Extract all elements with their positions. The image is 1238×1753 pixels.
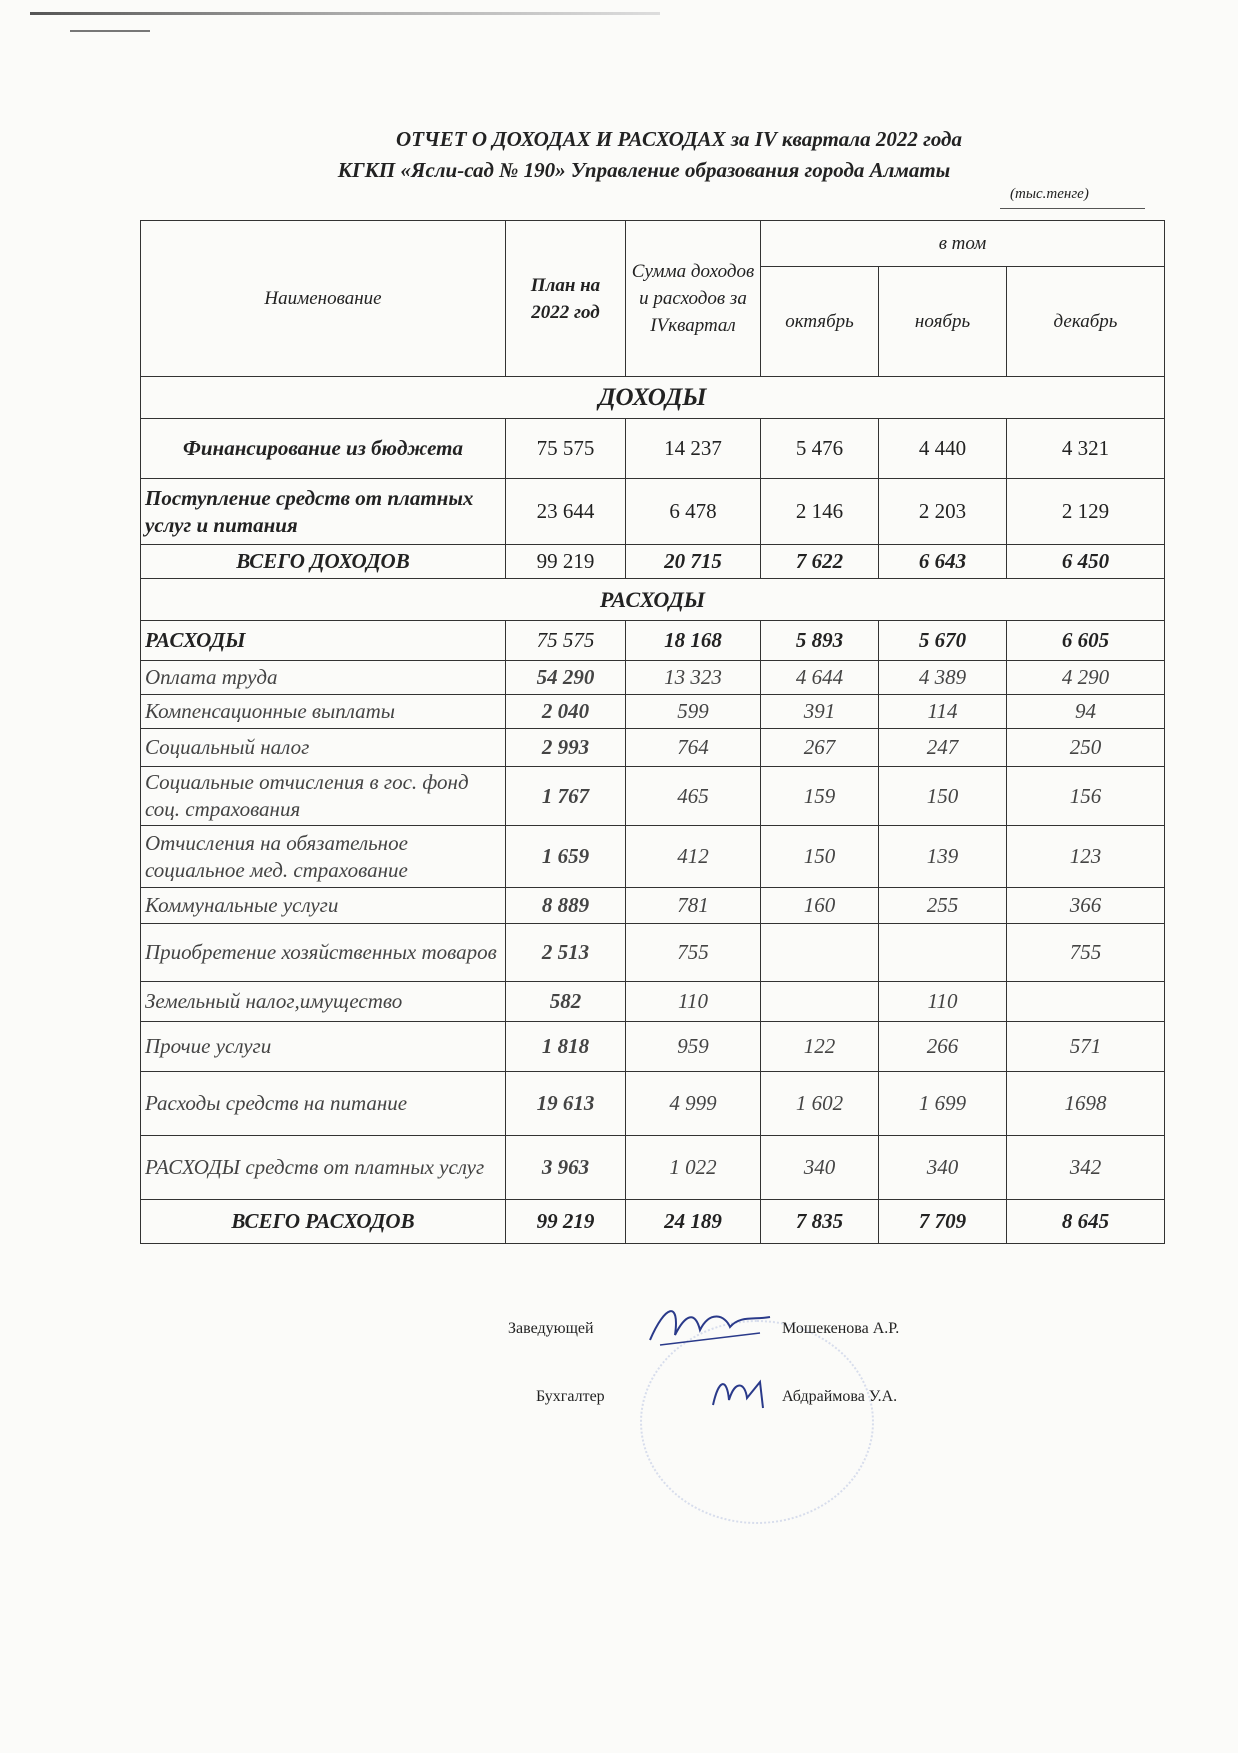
row-name: Оплата труда [141,661,506,695]
cell-dec: 755 [1007,924,1165,982]
row-name: Прочие услуги [141,1022,506,1072]
table-row [141,982,1165,1022]
cell-sum: 412 [626,826,761,888]
cell-oct: 1 602 [761,1072,879,1136]
cell-oct: 5 476 [761,419,879,479]
table-row [141,767,1165,826]
cell-plan: 23 644 [506,479,626,545]
signature-director-name [782,1320,899,1338]
cell-oct: 267 [761,729,879,767]
cell-sum: 110 [626,982,761,1022]
cell-plan: 2 513 [506,924,626,982]
cell-nov [879,924,1007,982]
cell-dec: 1698 [1007,1072,1165,1136]
cell-plan: 2 040 [506,695,626,729]
table-row [141,924,1165,982]
row-name: Социальный налог [141,729,506,767]
units-underline [1000,208,1145,209]
header-incl: в том [761,221,1165,267]
row-name: РАСХОДЫ [141,621,506,661]
cell-plan: 99 219 [506,545,626,579]
table-row [141,661,1165,695]
cell-oct: 159 [761,767,879,826]
cell-dec: 2 129 [1007,479,1165,545]
cell-nov: 247 [879,729,1007,767]
signature-accountant-name [782,1388,897,1406]
cell-oct: 7 835 [761,1200,879,1244]
cell-oct: 122 [761,1022,879,1072]
row-name: Коммунальные услуги [141,888,506,924]
cell-nov: 266 [879,1022,1007,1072]
cell-sum: 755 [626,924,761,982]
cell-plan: 54 290 [506,661,626,695]
table-row [141,695,1165,729]
table-row [141,479,1165,545]
row-name: Приобретение хозяйственных товаров [141,924,506,982]
cell-nov: 114 [879,695,1007,729]
cell-dec: 6 450 [1007,545,1165,579]
cell-plan: 75 575 [506,419,626,479]
report-title [0,124,1238,186]
expense-header-row [141,621,1165,661]
header-plan: План на 2022 год [506,221,626,377]
row-name: ВСЕГО РАСХОДОВ [141,1200,506,1244]
cell-sum: 24 189 [626,1200,761,1244]
signature-role: Бухгалтер [536,1388,605,1405]
cell-dec: 156 [1007,767,1165,826]
cell-nov: 1 699 [879,1072,1007,1136]
table-row [141,1136,1165,1200]
cell-oct: 5 893 [761,621,879,661]
cell-sum: 6 478 [626,479,761,545]
handwritten-signature [640,1295,780,1355]
cell-dec: 123 [1007,826,1165,888]
signature-role: Заведующей [508,1320,594,1337]
income-total-row [141,545,1165,579]
cell-nov: 4 389 [879,661,1007,695]
row-name: Компенсационные выплаты [141,695,506,729]
cell-nov: 6 643 [879,545,1007,579]
table-row [141,419,1165,479]
row-name: Социальные отчисления в гос. фонд соц. страхования [141,767,506,826]
cell-dec: 4 321 [1007,419,1165,479]
cell-dec [1007,982,1165,1022]
cell-dec: 4 290 [1007,661,1165,695]
cell-oct: 7 622 [761,545,879,579]
cell-nov: 110 [879,982,1007,1022]
cell-sum: 764 [626,729,761,767]
cell-plan: 99 219 [506,1200,626,1244]
signature-director [508,1320,594,1338]
title-line-2: КГКП «Ясли-сад № 190» Управление образования города Алматы [337,158,951,182]
row-name: Земельный налог,имущество [141,982,506,1022]
title-line-1: ОТЧЕТ О ДОХОДАХ И РАСХОДАХ за IV квартала 2022 года [396,127,962,151]
table-row [141,1072,1165,1136]
cell-plan: 75 575 [506,621,626,661]
cell-sum: 4 999 [626,1072,761,1136]
section-expense: РАСХОДЫ [141,579,1165,621]
cell-dec: 571 [1007,1022,1165,1072]
scan-artifact [30,12,660,15]
table-row [141,1022,1165,1072]
table-row [141,729,1165,767]
cell-plan: 3 963 [506,1136,626,1200]
cell-plan: 19 613 [506,1072,626,1136]
cell-nov: 5 670 [879,621,1007,661]
cell-dec: 94 [1007,695,1165,729]
cell-plan: 1 659 [506,826,626,888]
row-name: Финансирование из бюджета [141,419,506,479]
cell-sum: 13 323 [626,661,761,695]
cell-nov: 2 203 [879,479,1007,545]
cell-sum: 1 022 [626,1136,761,1200]
signature-person: Абдраймова У.А. [782,1388,898,1405]
units-label: (тыс.тенге) [1010,186,1089,202]
row-name: РАСХОДЫ средств от платных услуг [141,1136,506,1200]
report-table [140,220,1165,1244]
cell-oct: 340 [761,1136,879,1200]
cell-dec: 6 605 [1007,621,1165,661]
scan-artifact [70,30,150,32]
cell-sum: 18 168 [626,621,761,661]
cell-nov: 4 440 [879,419,1007,479]
cell-dec: 342 [1007,1136,1165,1200]
header-oct: октябрь [761,267,879,377]
cell-sum: 20 715 [626,545,761,579]
cell-oct: 160 [761,888,879,924]
header-nov: ноябрь [879,267,1007,377]
row-name: Отчисления на обязательное социальное мед. страхование [141,826,506,888]
cell-plan: 1 767 [506,767,626,826]
header-sum: Сумма доходов и расходов за IVквартал [626,221,761,377]
row-name: Расходы средств на питание [141,1072,506,1136]
header-dec: декабрь [1007,267,1165,377]
section-income: ДОХОДЫ [141,377,1165,419]
cell-plan: 2 993 [506,729,626,767]
cell-dec: 250 [1007,729,1165,767]
cell-oct: 391 [761,695,879,729]
cell-plan: 1 818 [506,1022,626,1072]
cell-plan: 582 [506,982,626,1022]
cell-dec: 366 [1007,888,1165,924]
row-name: ВСЕГО ДОХОДОВ [141,545,506,579]
cell-nov: 7 709 [879,1200,1007,1244]
cell-oct [761,924,879,982]
cell-sum: 599 [626,695,761,729]
signature-person: Мошекенова А.Р. [782,1320,900,1337]
table-row [141,826,1165,888]
cell-plan: 8 889 [506,888,626,924]
cell-nov: 255 [879,888,1007,924]
header-name: Наименование [141,221,506,377]
cell-nov: 150 [879,767,1007,826]
handwritten-signature [705,1370,775,1415]
cell-sum: 781 [626,888,761,924]
cell-nov: 340 [879,1136,1007,1200]
cell-nov: 139 [879,826,1007,888]
cell-oct [761,982,879,1022]
cell-sum: 959 [626,1022,761,1072]
row-name: Поступление средств от платных услуг и питания [141,479,506,545]
cell-sum: 14 237 [626,419,761,479]
cell-oct: 2 146 [761,479,879,545]
cell-oct: 150 [761,826,879,888]
expense-total-row [141,1200,1165,1244]
cell-dec: 8 645 [1007,1200,1165,1244]
cell-oct: 4 644 [761,661,879,695]
signature-accountant [536,1388,605,1406]
table-row [141,888,1165,924]
cell-sum: 465 [626,767,761,826]
